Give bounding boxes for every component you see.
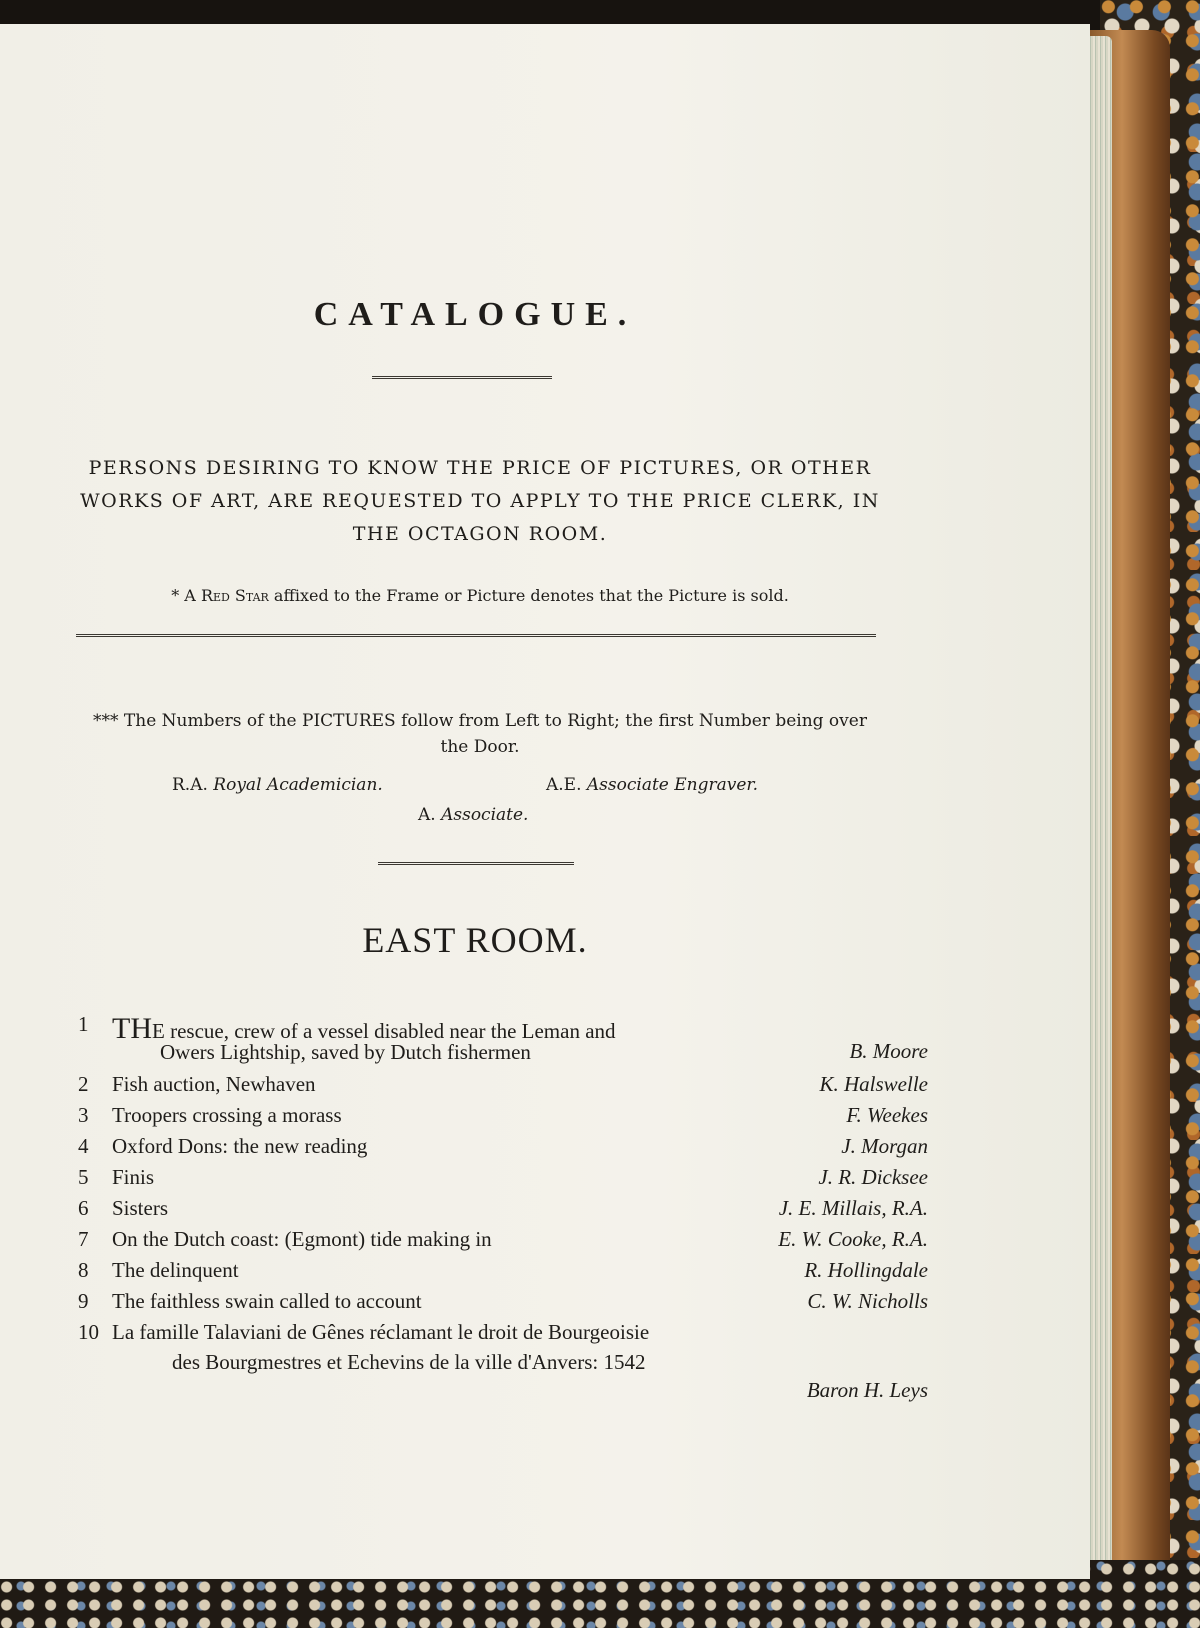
red-star-note-prefix: * A <box>171 586 201 605</box>
abbr-a <box>418 805 528 825</box>
entry-list <box>78 1012 928 1402</box>
abbr-ae-name: Associate Engraver. <box>586 775 759 795</box>
catalogue-entry <box>78 1165 928 1196</box>
entry-number: 6 <box>78 1196 89 1220</box>
red-star-note-smallcaps: Red Star <box>200 586 269 605</box>
entry-number: 2 <box>78 1072 89 1096</box>
abbr-ra <box>172 775 383 795</box>
entry-title: The delinquent <box>112 1258 239 1282</box>
catalogue-entry <box>78 1289 928 1320</box>
title-rule <box>372 376 552 379</box>
entry-artist: Baron H. Leys <box>806 1378 928 1402</box>
abbr-ra-code: R.A. <box>172 775 208 795</box>
entry-number: 4 <box>78 1134 89 1158</box>
entry-number: 10 <box>78 1320 99 1344</box>
abbr-ae <box>546 775 758 795</box>
entry-title: Finis <box>112 1165 155 1189</box>
entry-artist: K. Halswelle <box>819 1072 928 1096</box>
entry-title: Fish auction, Newhaven <box>112 1072 316 1096</box>
entry-artist: F. Weekes <box>846 1103 928 1127</box>
entry-number: 1 <box>78 1012 89 1036</box>
entry-title-text: E rescue, crew of a vessel disabled near the Leman and <box>152 1019 616 1043</box>
entry-dropcap: TH <box>112 1012 152 1045</box>
catalogue-entry <box>78 1012 928 1072</box>
abbr-ra-name: Royal Academician. <box>213 775 383 795</box>
catalogue-entry <box>78 1134 928 1165</box>
entry-artist: J. E. Millais, R.A. <box>778 1196 928 1220</box>
entry-title-continued: des Bourgmestres et Echevins de la ville d'Anvers: 1542 <box>172 1350 646 1374</box>
entry-number: 9 <box>78 1289 89 1313</box>
abbr-ae-code: A.E. <box>546 775 582 795</box>
section-rule <box>76 634 876 637</box>
catalogue-entry <box>78 1196 928 1227</box>
entry-number: 3 <box>78 1103 89 1127</box>
catalogue-entry <box>78 1103 928 1134</box>
entry-title-continued: Owers Lightship, saved by Dutch fishermen <box>160 1040 531 1064</box>
entry-title: Troopers crossing a morass <box>112 1103 342 1127</box>
east-room-rule <box>378 862 574 865</box>
entry-number: 5 <box>78 1165 89 1189</box>
catalogue-entry <box>78 1320 928 1402</box>
catalogue-entry <box>78 1072 928 1103</box>
red-star-note <box>60 586 900 605</box>
entry-artist: J. R. Dicksee <box>818 1165 928 1189</box>
catalogue-entry <box>78 1227 928 1258</box>
numbers-note: *** The Numbers of the PICTURES follow from Left to Right; the first Number being over the Door. <box>93 711 867 757</box>
catalogue-page <box>0 24 1090 1579</box>
entry-title: The faithless swain called to account <box>112 1289 422 1313</box>
entry-artist: R. Hollingdale <box>804 1258 928 1282</box>
entry-artist: B. Moore <box>849 1039 928 1063</box>
abbr-a-name: Associate. <box>441 805 529 825</box>
entry-artist: C. W. Nicholls <box>807 1289 928 1313</box>
entry-title: Sisters <box>112 1196 169 1220</box>
red-star-note-suffix: affixed to the Frame or Picture denotes that the Picture is sold. <box>268 586 789 605</box>
entry-title: On the Dutch coast: (Egmont) tide making in <box>112 1227 492 1251</box>
entry-artist: E. W. Cooke, R.A. <box>778 1227 928 1251</box>
entry-number: 7 <box>78 1227 89 1251</box>
entry-title: La famille Talaviani de Gênes réclamant le droit de Bourgeoisie <box>112 1320 650 1344</box>
price-notice: PERSONS DESIRING TO KNOW THE PRICE OF PICTURES, OR OTHER WORKS OF ART, ARE REQUESTED TO APPLY TO THE PRICE CLERK, IN THE OCTAGON ROOM. <box>80 457 880 545</box>
abbr-a-code: A. <box>418 805 436 825</box>
entry-number: 8 <box>78 1258 89 1282</box>
entry-title: Oxford Dons: the new reading <box>112 1134 368 1158</box>
catalogue-entry <box>78 1258 928 1289</box>
catalogue-title: CATALOGUE. <box>313 296 637 333</box>
entry-artist: J. Morgan <box>841 1134 928 1158</box>
east-room-title: EAST ROOM. <box>362 920 588 960</box>
